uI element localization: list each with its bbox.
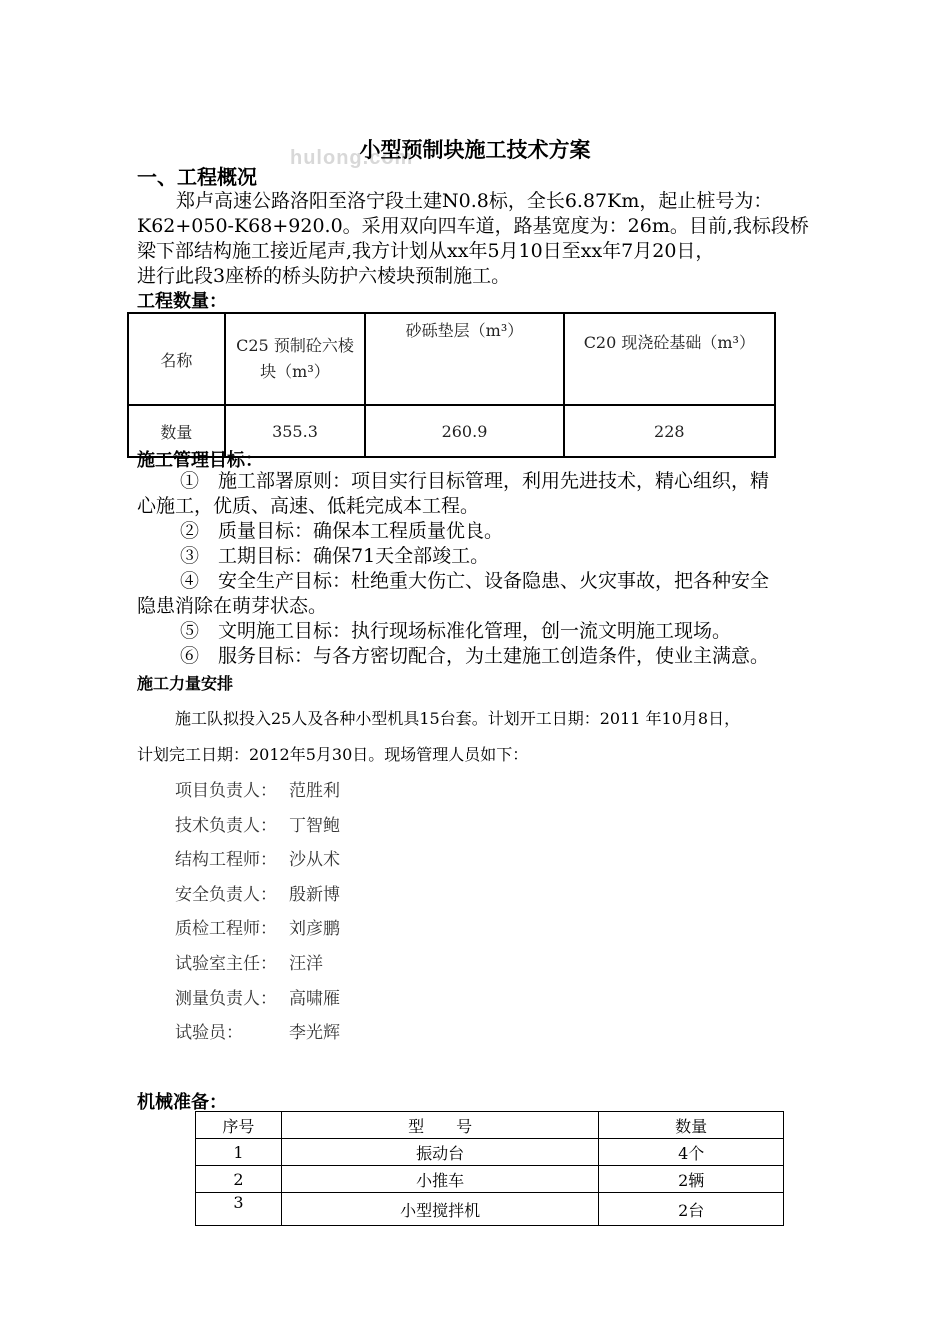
overview-line: 进行此段3座桥的桥头防护六棱块预制施工。 <box>137 265 511 287</box>
goal-line: ⑤ 文明施工目标：执行现场标准化管理，创一流文明施工现场。 <box>180 620 732 642</box>
table-cell: C25 预制砼六棱块（m³） <box>225 313 366 405</box>
overview-line: 郑卢高速公路洛阳至洛宁段土建N0.8标，全长6.87Km，起止桩号为： <box>176 190 773 212</box>
staff-name: 沙从术 <box>289 850 340 870</box>
table-cell: 355.3 <box>225 405 366 457</box>
quantity-table <box>127 312 776 458</box>
goals-heading: 施工管理目标： <box>137 450 263 471</box>
goal-line: ③ 工期目标：确保71天全部竣工。 <box>180 545 490 567</box>
table-cell: 振动台 <box>281 1139 598 1166</box>
table-row <box>196 1193 784 1226</box>
table-row <box>128 313 775 405</box>
goal-line: ② 质量目标：确保本工程质量优良。 <box>180 520 504 542</box>
quantity-heading: 工程数量： <box>137 291 227 312</box>
staff-name: 刘彦鹏 <box>289 919 340 939</box>
staff-role: 质检工程师： <box>175 919 277 939</box>
staff-name: 殷新博 <box>289 885 340 905</box>
overview-line: K62+050-K68+920.0。采用双向四车道，路基宽度为：26m。目前,我标段桥 <box>137 215 809 237</box>
table-row <box>196 1166 784 1193</box>
force-heading: 施工力量安排 <box>137 674 234 693</box>
staff-name: 范胜利 <box>289 781 340 801</box>
table-header-row <box>196 1112 784 1139</box>
table-cell: C20 现浇砼基础（m³） <box>564 313 775 405</box>
table-row <box>196 1139 784 1166</box>
watermark: hulong.com <box>290 147 414 169</box>
table-cell: 2台 <box>599 1193 784 1226</box>
staff-role: 试验员： <box>175 1023 243 1043</box>
staff-name: 丁智鲍 <box>289 816 340 836</box>
staff-role: 技术负责人： <box>175 816 277 836</box>
table-header-cell: 数量 <box>599 1112 784 1139</box>
table-cell: 小型搅拌机 <box>281 1193 598 1226</box>
staff-role: 测量负责人： <box>175 989 277 1009</box>
staff-name: 李光辉 <box>289 1023 340 1043</box>
machinery-table <box>195 1111 784 1226</box>
table-cell: 1 <box>196 1139 282 1166</box>
goal-line: ⑥ 服务目标：与各方密切配合，为土建施工创造条件，使业主满意。 <box>180 645 770 667</box>
table-cell: 3 <box>196 1193 282 1226</box>
table-cell: 数量 <box>128 405 225 457</box>
table-cell: 小推车 <box>281 1166 598 1193</box>
goal-line: 隐患消除在萌芽状态。 <box>137 595 328 617</box>
goal-line: ④ 安全生产目标：杜绝重大伤亡、设备隐患、火灾事故，把各种安全 <box>180 570 770 592</box>
table-header-cell: 型 号 <box>281 1112 598 1139</box>
staff-role: 项目负责人： <box>175 781 277 801</box>
goal-line: 心施工，优质、高速、低耗完成本工程。 <box>137 495 480 517</box>
overview-line: 梁下部结构施工接近尾声,我方计划从xx年5月10日至xx年7月20日， <box>137 240 715 262</box>
staff-role: 安全负责人： <box>175 885 277 905</box>
staff-role: 结构工程师： <box>175 850 277 870</box>
table-cell: 260.9 <box>365 405 563 457</box>
table-cell: 4个 <box>599 1139 784 1166</box>
table-cell: 2 <box>196 1166 282 1193</box>
machinery-heading: 机械准备： <box>137 1092 227 1113</box>
force-line: 计划完工日期：2012年5月30日。现场管理人员如下： <box>137 745 529 764</box>
table-header-cell: 序号 <box>196 1112 282 1139</box>
staff-name: 高啸雁 <box>289 989 340 1009</box>
goal-line: ① 施工部署原则：项目实行目标管理，利用先进技术，精心组织，精 <box>180 470 770 492</box>
table-cell: 名称 <box>128 313 225 405</box>
staff-role: 试验室主任： <box>175 954 277 974</box>
force-line: 施工队拟投入25人及各种小型机具15台套。计划开工日期：2011 年10月8日， <box>175 709 741 728</box>
table-cell: 228 <box>564 405 775 457</box>
staff-name: 汪洋 <box>289 954 323 974</box>
table-cell: 2辆 <box>599 1166 784 1193</box>
overview-heading: 一、工程概况 <box>137 165 257 189</box>
document-title: 小型预制块施工技术方案 <box>359 137 591 162</box>
table-cell: 砂砾垫层（m³） <box>365 313 563 405</box>
